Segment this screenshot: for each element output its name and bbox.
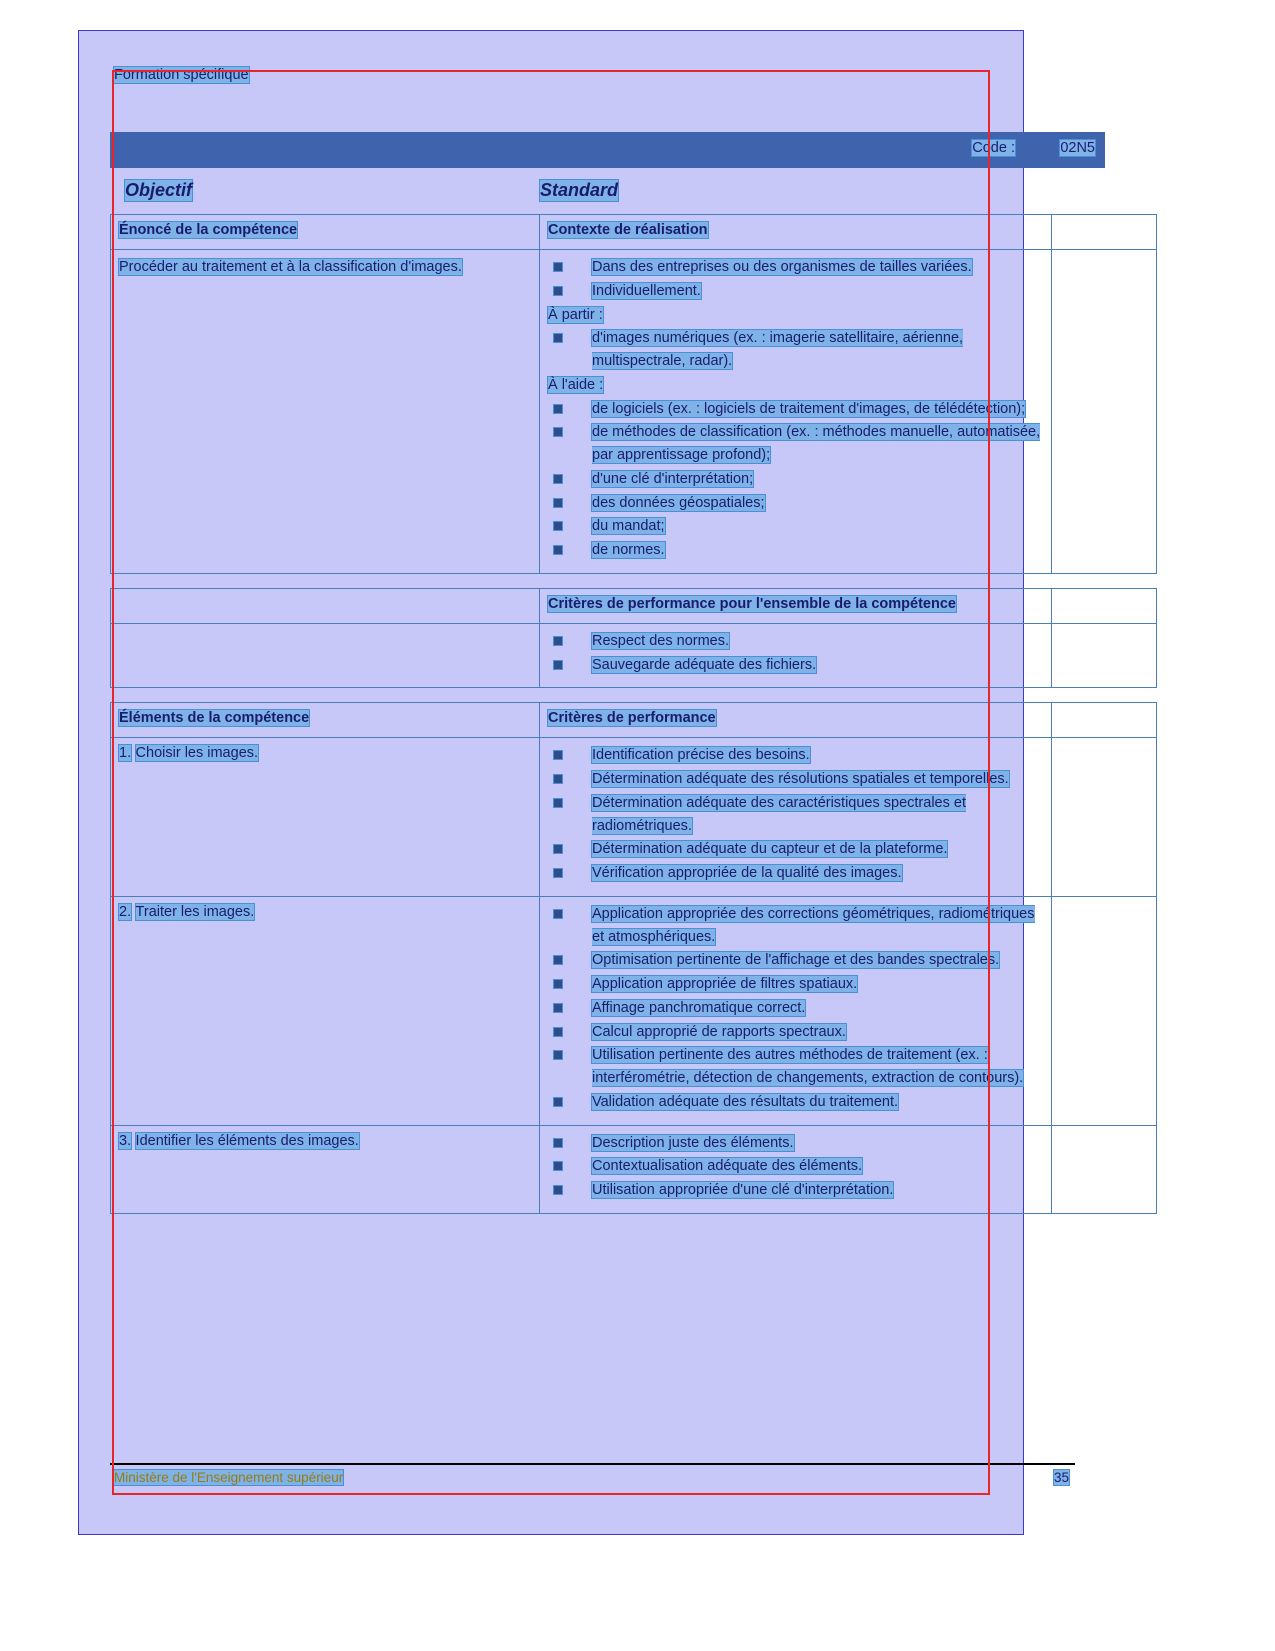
table-row (111, 896, 1157, 1125)
criteres-ensemble-list-cell (540, 623, 1052, 688)
list-item (548, 744, 1043, 767)
criteres-ensemble-list (548, 630, 1043, 677)
table-gap (110, 688, 1105, 702)
list-item (548, 630, 1043, 653)
document-header (110, 66, 1105, 84)
bullet-icon (554, 845, 562, 853)
list-item (548, 768, 1043, 791)
list-item (548, 949, 1043, 972)
a-aide-label: À l'aide : (548, 376, 604, 393)
bullet-icon (554, 405, 562, 413)
element-1-criteres-list (548, 744, 1043, 885)
criteres-ensemble-title: Critères de performance pour l'ensemble de la compétence (548, 595, 956, 612)
list-item-text: Application appropriée des corrections géométriques, radiométriques et atmosphériques. (592, 905, 1035, 945)
list-item-text: d'une clé d'interprétation; (592, 470, 754, 487)
bullet-icon (554, 263, 562, 271)
element-1-criteres-cell (540, 738, 1052, 897)
list-item-text: de normes. (592, 542, 665, 558)
list-item-text: de logiciels (ex. : logiciels de traitement d'images, de télédétection); (592, 400, 1026, 417)
criteres-ensemble-title-cell (540, 588, 1052, 623)
table-row (111, 215, 1157, 250)
contexte-title-cell (540, 215, 1052, 250)
list-item-text: Dans des entreprises ou des organismes de tailles variées. (592, 259, 972, 275)
objectif-label: Objectif (125, 180, 193, 200)
code-band (110, 132, 1105, 168)
element-1-number: 1. (119, 745, 132, 762)
bullet-icon (554, 956, 562, 964)
bullet-icon (554, 1028, 562, 1036)
padding-cell (1052, 703, 1157, 738)
enonce-title: Énoncé de la compétence (119, 222, 298, 238)
a-aide-label-row (548, 374, 1043, 397)
list-item-text: Détermination adéquate du capteur et de la plateforme. (592, 841, 948, 858)
elements-title-cell (111, 703, 540, 738)
list-item (548, 862, 1043, 885)
list-item (548, 1044, 1043, 1090)
criteres-title-cell (540, 703, 1052, 738)
contexte-content-cell (540, 250, 1052, 574)
table-gap (110, 574, 1105, 588)
table-row (111, 738, 1157, 897)
list-item (548, 327, 1043, 373)
bullet-icon (554, 910, 562, 918)
contexte-list (548, 256, 1043, 303)
list-item (548, 515, 1043, 538)
footer-row (110, 1470, 1075, 1490)
list-item-text: Calcul approprié de rapports spectraux. (592, 1023, 846, 1040)
bullet-icon (554, 1098, 562, 1106)
list-item-text: Application appropriée de filtres spatiaux. (592, 976, 858, 992)
bullet-icon (554, 1139, 562, 1147)
footer-page-number: 35 (1053, 1470, 1069, 1485)
bullet-icon (554, 661, 562, 669)
list-item-text: Utilisation pertinente des autres méthodes de traitement (ex. : interférométrie, détection de changements, extraction de contours). (592, 1047, 1024, 1086)
header-label: Formation spécifique (114, 67, 249, 83)
page-footer (110, 1463, 1075, 1490)
list-item (548, 792, 1043, 838)
list-item (548, 256, 1043, 279)
list-item (548, 398, 1043, 421)
table-row (111, 623, 1157, 688)
element-2-criteres-cell (540, 896, 1052, 1125)
bullet-icon (554, 334, 562, 342)
standard-label: Standard (540, 180, 619, 200)
a-partir-label-row (548, 304, 1043, 327)
elements-title: Éléments de la compétence (119, 710, 310, 727)
bullet-icon (554, 751, 562, 759)
padding-cell (1052, 588, 1157, 623)
code-label: Code : (972, 140, 1015, 156)
footer-text: Ministère de l'Enseignement supérieur (114, 1470, 344, 1485)
padding-cell (1052, 896, 1157, 1125)
bullet-icon (554, 475, 562, 483)
elements-table (110, 702, 1157, 1214)
a-partir-list (548, 327, 1043, 373)
a-partir-label: À partir : (548, 306, 603, 323)
padding-cell (1052, 250, 1157, 574)
table-row (111, 703, 1157, 738)
a-aide-list (548, 398, 1043, 562)
padding-cell (1052, 1125, 1157, 1213)
list-item-text: Sauvegarde adéquate des fichiers. (592, 656, 817, 673)
list-item (548, 1155, 1043, 1178)
element-3-cell (111, 1125, 540, 1213)
list-item-text: des données géospatiales; (592, 494, 765, 511)
code-value: 02N5 (1060, 140, 1095, 156)
bullet-icon (554, 522, 562, 530)
list-item (548, 654, 1043, 677)
list-item-text: de méthodes de classification (ex. : méthodes manuelle, automatisée, par apprentissage profond); (592, 424, 1041, 463)
enonce-text-cell (111, 250, 540, 574)
list-item-text: Utilisation appropriée d'une clé d'interprétation. (592, 1182, 894, 1198)
list-item (548, 838, 1043, 861)
table-row (111, 250, 1157, 574)
bullet-icon (554, 1004, 562, 1012)
bullet-icon (554, 499, 562, 507)
bullet-icon (554, 1051, 562, 1059)
list-item-text: d'images numériques (ex. : imagerie satellitaire, aérienne, multispectrale, radar). (592, 330, 964, 369)
bullet-icon (554, 287, 562, 295)
enonce-title-cell (111, 215, 540, 250)
element-3-number: 3. (119, 1132, 132, 1149)
table-row (111, 1125, 1157, 1213)
bullet-icon (554, 775, 562, 783)
element-2-cell (111, 896, 540, 1125)
element-1-label: Choisir les images. (135, 745, 259, 762)
list-item (548, 1091, 1043, 1114)
padding-cell (1052, 623, 1157, 688)
list-item (548, 468, 1043, 491)
list-item (548, 421, 1043, 467)
list-item-text: du mandat; (592, 518, 665, 535)
list-item (548, 280, 1043, 303)
element-3-criteres-list (548, 1132, 1043, 1202)
list-item-text: Détermination adéquate des caractéristiques spectrales et radiométriques. (592, 794, 966, 834)
criteres-ensemble-table (110, 588, 1157, 689)
element-2-number: 2. (119, 903, 132, 920)
bullet-icon (554, 869, 562, 877)
list-item-text: Validation adéquate des résultats du traitement. (592, 1093, 899, 1110)
list-item (548, 997, 1043, 1020)
padding-cell (1052, 738, 1157, 897)
enonce-text: Procéder au traitement et à la classification d'images. (119, 259, 462, 275)
document-content (110, 66, 1105, 1214)
element-3-criteres-cell (540, 1125, 1052, 1213)
bullet-icon (554, 799, 562, 807)
element-3-label: Identifier les éléments des images. (135, 1132, 359, 1149)
list-item-text: Respect des normes. (592, 632, 730, 649)
bullet-icon (554, 546, 562, 554)
contexte-title: Contexte de réalisation (548, 222, 708, 238)
list-item-text: Individuellement. (592, 282, 701, 299)
table-row (111, 588, 1157, 623)
list-item-text: Identification précise des besoins. (592, 747, 810, 764)
bullet-icon (554, 428, 562, 436)
list-item (548, 1132, 1043, 1155)
element-1-cell (111, 738, 540, 897)
list-item-text: Optimisation pertinente de l'affichage et des bandes spectrales. (592, 952, 1000, 969)
element-2-criteres-list (548, 903, 1043, 1114)
list-item (548, 492, 1043, 515)
list-item (548, 1179, 1043, 1202)
empty-cell (111, 588, 540, 623)
list-item-text: Vérification appropriée de la qualité des images. (592, 865, 902, 881)
list-item (548, 973, 1043, 996)
bullet-icon (554, 1162, 562, 1170)
list-item-text: Contextualisation adéquate des éléments. (592, 1158, 863, 1175)
bullet-icon (554, 980, 562, 988)
list-item-text: Détermination adéquate des résolutions spatiales et temporelles. (592, 771, 1009, 787)
list-item (548, 1021, 1043, 1044)
element-2-label: Traiter les images. (135, 903, 255, 920)
bullet-icon (554, 637, 562, 645)
criteres-title: Critères de performance (548, 710, 716, 727)
list-item-text: Affinage panchromatique correct. (592, 999, 806, 1016)
bullet-icon (554, 1186, 562, 1194)
empty-cell (111, 623, 540, 688)
competence-header-table (110, 214, 1157, 574)
list-item-text: Description juste des éléments. (592, 1134, 794, 1151)
objectif-standard-row (110, 180, 1105, 214)
list-item (548, 903, 1043, 949)
list-item (548, 539, 1043, 562)
footer-divider (110, 1463, 1075, 1465)
padding-cell (1052, 215, 1157, 250)
